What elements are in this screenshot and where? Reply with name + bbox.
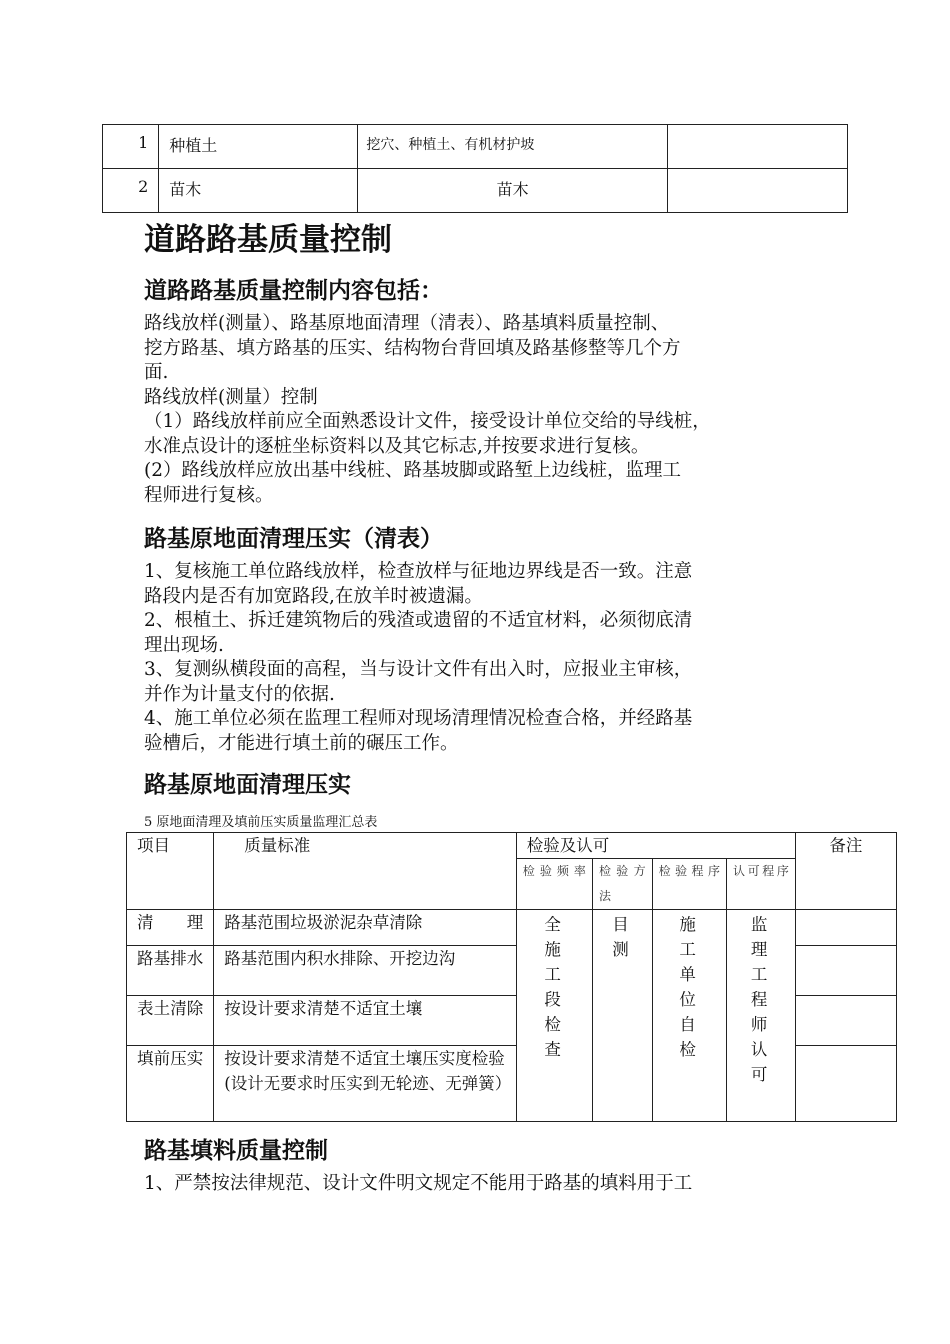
row-item: 填前压实: [127, 1046, 214, 1122]
page-title: 道路路基质量控制: [144, 222, 392, 258]
text-line: 路线放样(测量）控制: [144, 386, 318, 408]
text-line: 面.: [144, 362, 169, 383]
row-item: 路基排水: [127, 946, 214, 996]
method-cell: [592, 910, 652, 1122]
quality-summary-table: [126, 832, 897, 1122]
text-line: 路段内是否有加宽路段,在放羊时被遗漏。: [144, 585, 483, 607]
row-standard: 按设计要求清楚不适宜土壤: [214, 996, 516, 1046]
header-method: 检验方法: [592, 859, 652, 910]
text-line: 程师进行复核。: [144, 484, 274, 506]
row-note: [668, 125, 848, 169]
text-line: 并作为计量支付的依据.: [144, 683, 335, 705]
row-work: 苗木: [358, 169, 668, 213]
table-row: [103, 125, 848, 169]
row-name: 苗木: [159, 169, 358, 213]
row-work: 挖穴、种植土、有机材护坡: [358, 125, 668, 169]
remark-cell: [795, 946, 896, 996]
text-line: （1）路线放样前应全面熟悉设计文件，接受设计单位交给的导线桩，: [144, 411, 711, 432]
text-line: 验槽后，才能进行填土前的碾压工作。: [144, 732, 459, 754]
text-line: 挖方路基、填方路基的压实、结构物台背回填及路基修整等几个方: [144, 337, 681, 359]
procedure-cell: [652, 910, 726, 1122]
method-value: 目测: [612, 915, 629, 959]
text-line: 4、施工单位必须在监理工程师对现场清理情况检查合格，并经路基: [144, 708, 693, 729]
remark-cell: [795, 1046, 896, 1122]
planting-table: [102, 124, 848, 213]
header-procedure: 检验程序: [652, 859, 726, 910]
header-approval: 认可程序: [726, 859, 795, 910]
text-line: 理出现场.: [144, 634, 224, 656]
header-remark: 备注: [795, 833, 896, 910]
frequency-cell: [516, 910, 592, 1122]
table-header-row: [127, 833, 897, 859]
row-item: 清理: [127, 910, 214, 946]
row-standard: 路基范围内积水排除、开挖边沟: [214, 946, 516, 996]
row-number: 2: [103, 169, 159, 213]
header-inspection: 检验及认可: [516, 833, 795, 859]
table-row: [127, 910, 897, 946]
table-caption: 5 原地面清理及填前压实质量监理汇总表: [144, 815, 378, 830]
procedure-value: 施工单位自检: [679, 915, 696, 1059]
text-line: 2、根植土、拆迁建筑物后的残渣或遗留的不适宜材料，必须彻底清: [144, 610, 693, 631]
section-heading-content: 道路路基质量控制内容包括：: [144, 277, 443, 304]
header-standard: 质量标准: [214, 833, 516, 910]
remark-cell: [795, 910, 896, 946]
table-row: [103, 169, 848, 213]
section-heading-compact: 路基原地面清理压实: [144, 771, 351, 798]
approval-value: 监理工程师认可: [750, 915, 768, 1084]
text-line: (2）路线放样应放出基中线桩、路基坡脚或路堑上边线桩，监理工: [144, 460, 681, 481]
row-note: [668, 169, 848, 213]
row-item: 表土清除: [127, 996, 214, 1046]
text-line: 3、复测纵横段面的高程，当与设计文件有出入时，应报业主审核，: [144, 659, 693, 680]
section-heading-clear: 路基原地面清理压实（清表）: [144, 525, 443, 552]
content-paragraph: [144, 312, 824, 508]
text-line: 水准点设计的逐桩坐标资料以及其它标志,并按要求进行复核。: [144, 435, 650, 457]
fill-paragraph: [144, 1172, 824, 1197]
header-item: 项目: [127, 833, 214, 910]
text-line: 1、严禁按法律规范、设计文件明文规定不能用于路基的填料用于工: [144, 1173, 693, 1194]
frequency-value: 全施工段检查: [544, 915, 561, 1059]
header-frequency: 检验频率: [516, 859, 592, 910]
text-line: 路线放样(测量）、路基原地面清理（清表）、路基填料质量控制、: [144, 313, 670, 334]
row-number: 1: [103, 125, 159, 169]
text-line: 1、复核施工单位路线放样，检查放样与征地边界线是否一致。注意: [144, 561, 693, 582]
section-heading-fill: 路基填料质量控制: [144, 1137, 328, 1164]
row-name: 种植土: [159, 125, 358, 169]
clear-paragraph: [144, 560, 824, 756]
remark-cell: [795, 996, 896, 1046]
row-standard: 路基范围垃圾淤泥杂草清除: [214, 910, 516, 946]
row-standard: 按设计要求清楚不适宜土壤压实度检验(设计无要求时压实到无轮迹、无弹簧）: [214, 1046, 516, 1122]
approval-cell: [726, 910, 795, 1122]
